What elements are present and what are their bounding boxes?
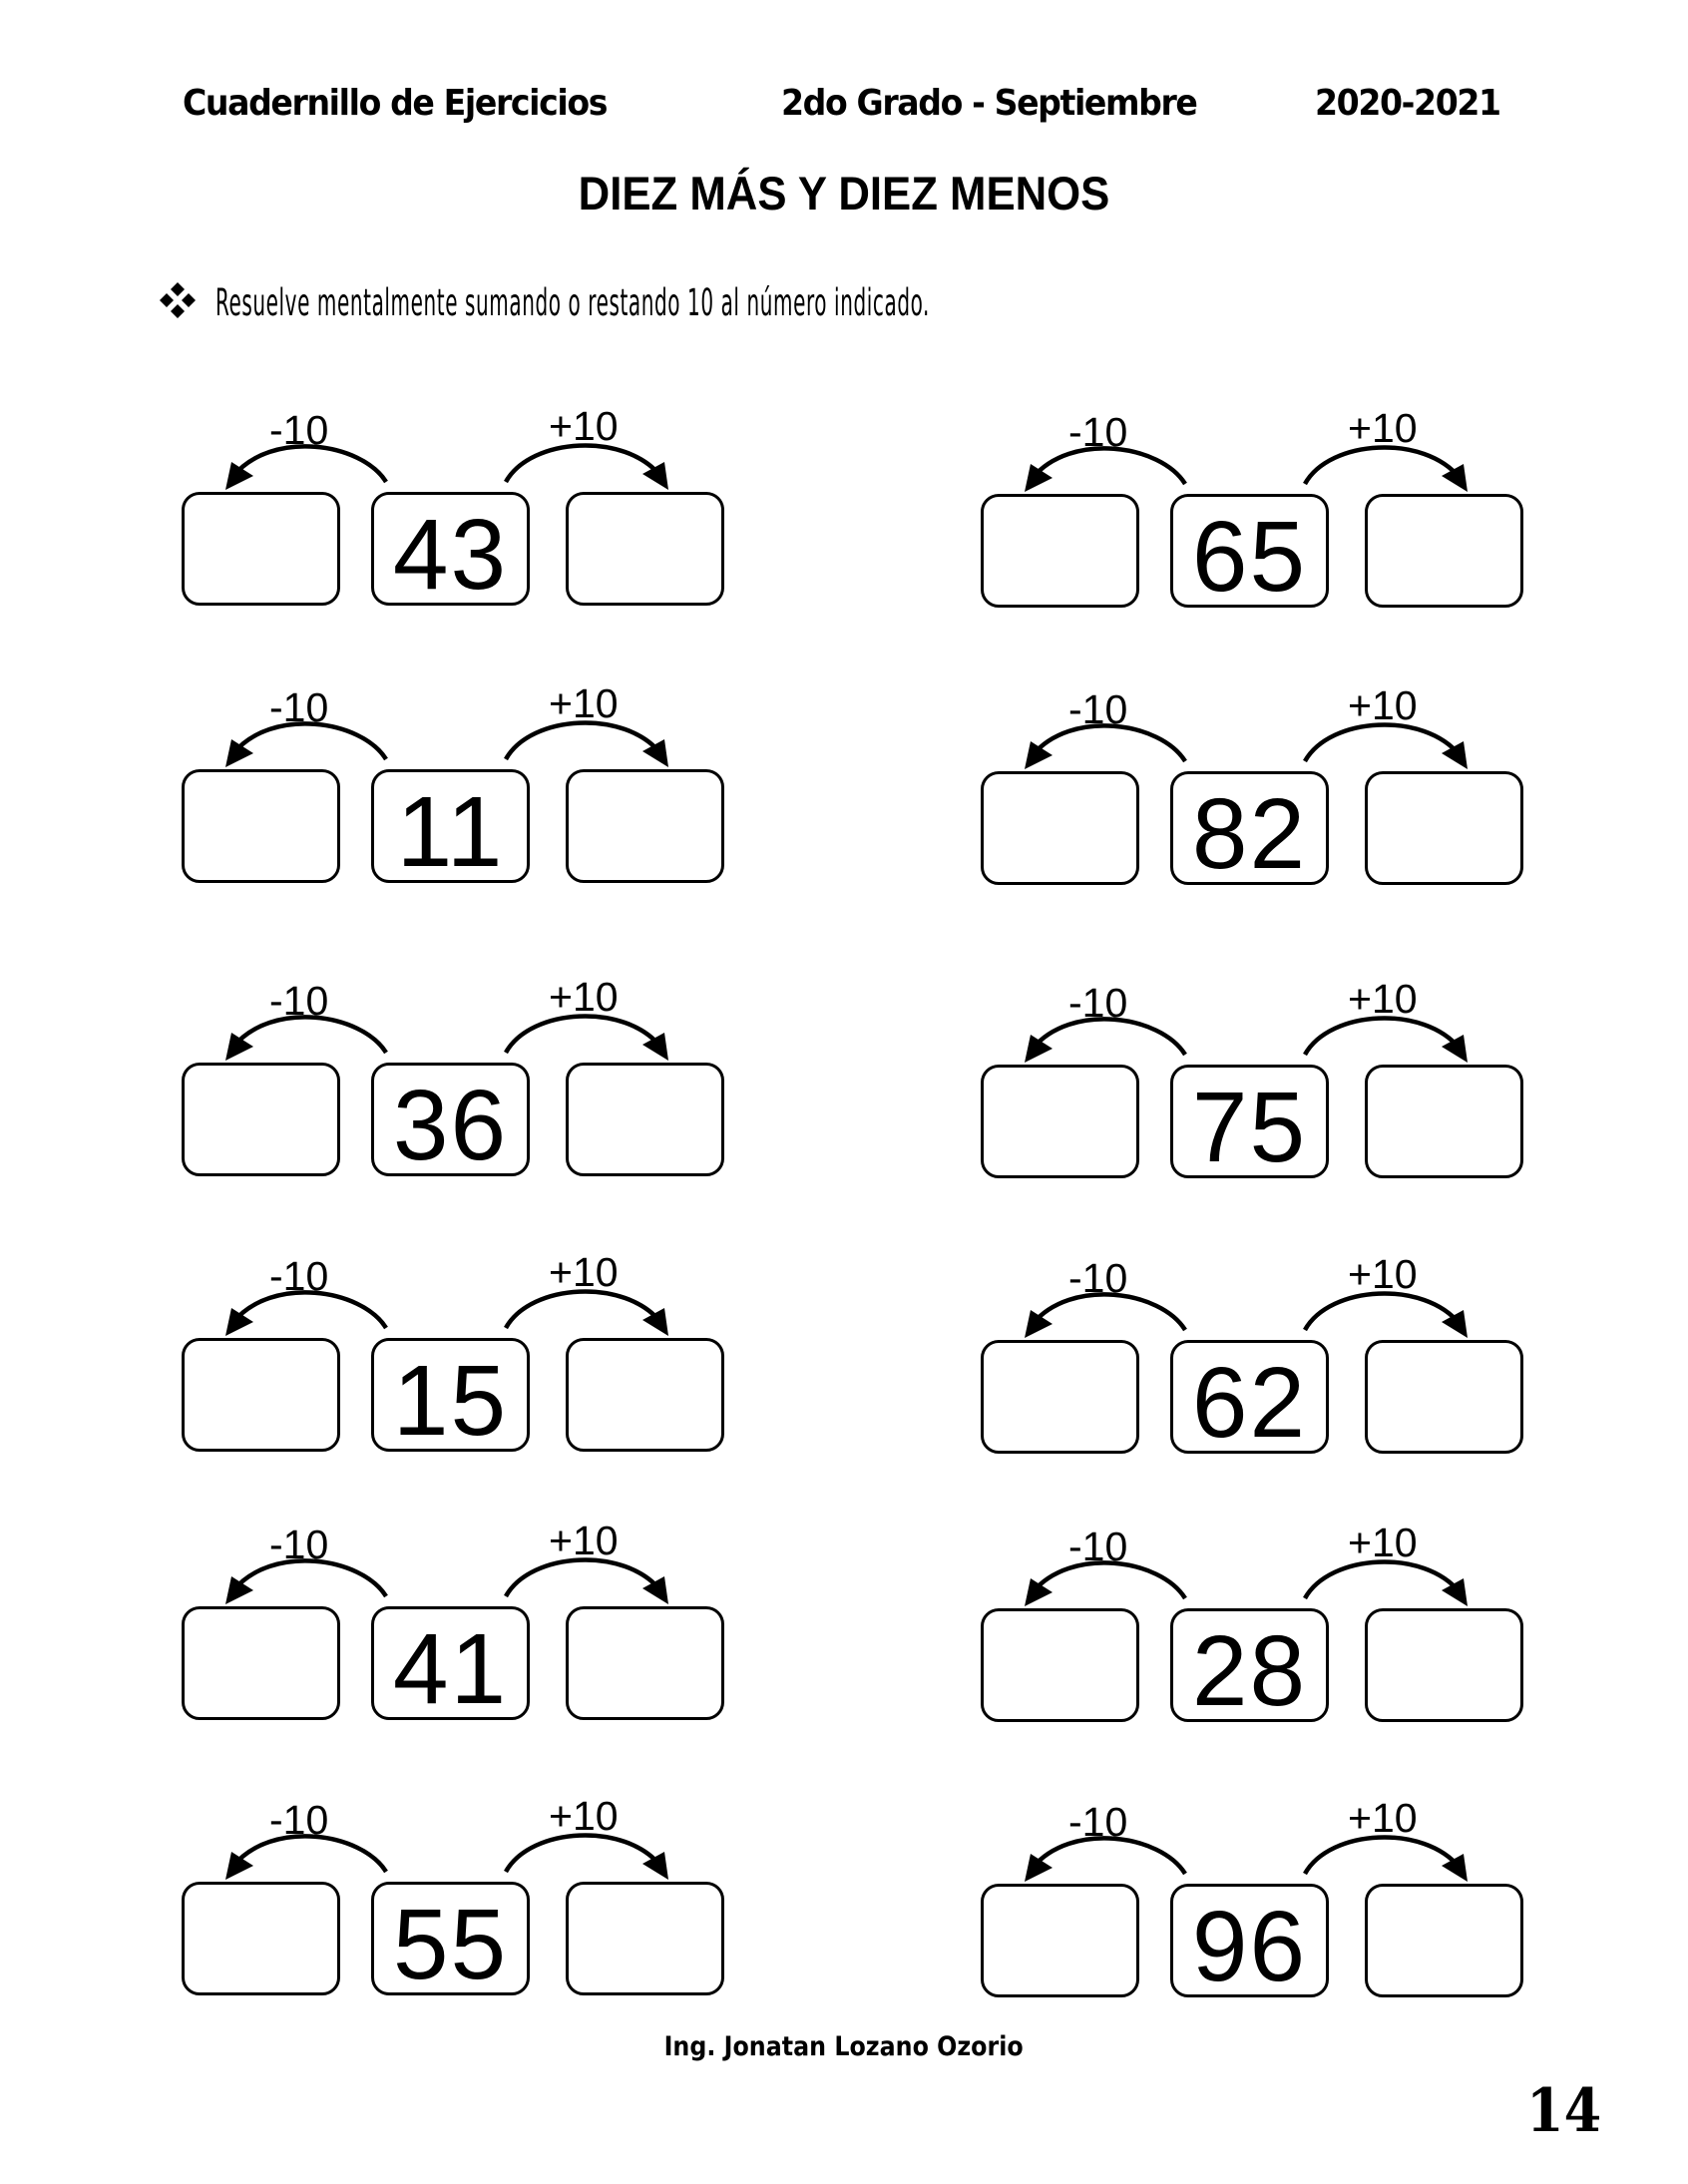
minus-ten-label: -10	[269, 1797, 329, 1843]
given-number-box	[371, 769, 530, 888]
exercise-group-right-column-3	[981, 976, 1539, 1264]
given-number: 65	[1191, 501, 1308, 613]
arrows	[182, 963, 740, 1073]
plus-ten-answer-box[interactable]	[566, 769, 724, 883]
plus-ten-answer-box[interactable]	[1365, 494, 1523, 608]
minus-ten-label: -10	[269, 1253, 329, 1299]
exercise-group-left-column-3	[182, 974, 740, 1262]
plus-ten-label: +10	[549, 1249, 619, 1295]
plus-ten-answer-box[interactable]	[1365, 771, 1523, 885]
arrows	[182, 669, 740, 779]
given-number-box	[1170, 1884, 1329, 2002]
arrow-right-icon	[506, 445, 668, 490]
plus-ten-label: +10	[1348, 1520, 1418, 1565]
minus-ten-answer-box[interactable]	[182, 1063, 340, 1176]
given-number: 62	[1191, 1347, 1308, 1459]
plus-ten-answer-box[interactable]	[1365, 1608, 1523, 1722]
arrows	[981, 1240, 1539, 1350]
arrows	[182, 1507, 740, 1616]
arrows	[981, 671, 1539, 781]
minus-ten-answer-box[interactable]	[182, 769, 340, 883]
exercise-group-right-column-5	[981, 1520, 1539, 1808]
minus-ten-label: -10	[269, 978, 329, 1024]
minus-ten-label: -10	[1068, 1524, 1128, 1569]
plus-ten-answer-box[interactable]	[566, 1338, 724, 1452]
given-number: 36	[392, 1070, 509, 1181]
given-number-box	[371, 492, 530, 611]
page-number: 14	[1526, 2076, 1602, 2146]
minus-ten-answer-box[interactable]	[981, 1065, 1139, 1178]
minus-ten-answer-box[interactable]	[182, 1338, 340, 1452]
arrow-right-icon	[1305, 447, 1468, 492]
arrow-right-icon	[506, 1835, 668, 1880]
given-number: 28	[1191, 1615, 1308, 1727]
given-number-box	[1170, 1065, 1329, 1183]
exercise-group-left-column-5	[182, 1518, 740, 1806]
given-number: 55	[392, 1889, 509, 2000]
header-booklet-title: Cuadernillo de Ejercicios	[183, 83, 608, 124]
plus-ten-answer-box[interactable]	[1365, 1340, 1523, 1454]
minus-ten-answer-box[interactable]	[981, 1608, 1139, 1722]
arrows	[182, 1238, 740, 1348]
plus-ten-label: +10	[1348, 1795, 1418, 1841]
given-number-box	[371, 1606, 530, 1725]
plus-ten-label: +10	[1348, 1251, 1418, 1297]
plus-ten-label: +10	[549, 974, 619, 1020]
plus-ten-answer-box[interactable]	[566, 1063, 724, 1176]
given-number: 15	[392, 1345, 509, 1457]
minus-ten-answer-box[interactable]	[981, 1340, 1139, 1454]
exercise-group-left-column-1	[182, 403, 740, 691]
given-number-box	[1170, 1340, 1329, 1459]
minus-ten-label: -10	[269, 407, 329, 453]
minus-ten-label: -10	[1068, 409, 1128, 455]
plus-ten-label: +10	[549, 1518, 619, 1563]
arrows	[182, 392, 740, 502]
plus-ten-label: +10	[549, 1793, 619, 1839]
arrow-right-icon	[506, 1291, 668, 1336]
given-number-box	[1170, 494, 1329, 613]
given-number: 82	[1191, 778, 1308, 890]
given-number-box	[1170, 771, 1329, 890]
given-number-box	[371, 1063, 530, 1181]
minus-ten-answer-box[interactable]	[182, 1606, 340, 1720]
instruction-text: Resuelve mentalmente sumando o restando 10 al número indicado.	[215, 281, 930, 324]
page-title: DIEZ MÁS Y DIEZ MENOS	[578, 167, 1110, 219]
minus-ten-answer-box[interactable]	[182, 1882, 340, 1995]
given-number: 11	[396, 776, 505, 888]
plus-ten-label: +10	[1348, 405, 1418, 451]
header-grade-month: 2do Grado - Septiembre	[781, 83, 1197, 124]
arrow-right-icon	[1305, 1018, 1468, 1063]
header-school-year: 2020-2021	[1315, 83, 1500, 124]
minus-ten-label: -10	[1068, 980, 1128, 1026]
plus-ten-label: +10	[549, 680, 619, 726]
plus-ten-answer-box[interactable]	[1365, 1065, 1523, 1178]
minus-ten-answer-box[interactable]	[981, 1884, 1139, 1997]
given-number-box	[371, 1882, 530, 2000]
diamond-ornament-icon	[158, 280, 198, 320]
arrows	[981, 1509, 1539, 1618]
minus-ten-label: -10	[1068, 1799, 1128, 1845]
exercise-group-right-column-2	[981, 682, 1539, 971]
plus-ten-answer-box[interactable]	[566, 1606, 724, 1720]
given-number: 75	[1191, 1072, 1308, 1183]
given-number: 41	[392, 1613, 509, 1725]
exercise-group-right-column-1	[981, 405, 1539, 693]
arrow-right-icon	[506, 1016, 668, 1061]
arrow-right-icon	[1305, 1837, 1468, 1882]
plus-ten-answer-box[interactable]	[566, 1882, 724, 1995]
arrows	[981, 965, 1539, 1075]
minus-ten-label: -10	[269, 684, 329, 730]
minus-ten-label: -10	[1068, 1255, 1128, 1301]
arrow-right-icon	[506, 1559, 668, 1604]
plus-ten-label: +10	[1348, 682, 1418, 728]
arrow-right-icon	[1305, 1561, 1468, 1606]
arrow-right-icon	[1305, 1293, 1468, 1338]
plus-ten-answer-box[interactable]	[566, 492, 724, 606]
arrows	[182, 1782, 740, 1892]
given-number: 96	[1191, 1891, 1308, 2002]
minus-ten-answer-box[interactable]	[182, 492, 340, 606]
minus-ten-answer-box[interactable]	[981, 494, 1139, 608]
plus-ten-label: +10	[1348, 976, 1418, 1022]
minus-ten-label: -10	[1068, 686, 1128, 732]
plus-ten-answer-box[interactable]	[1365, 1884, 1523, 1997]
given-number-box	[1170, 1608, 1329, 1727]
given-number-box	[371, 1338, 530, 1457]
given-number: 43	[392, 499, 509, 611]
arrow-right-icon	[506, 722, 668, 767]
plus-ten-label: +10	[549, 403, 619, 449]
minus-ten-label: -10	[269, 1522, 329, 1567]
exercise-group-left-column-2	[182, 680, 740, 969]
arrows	[981, 1784, 1539, 1894]
author-footer: Ing. Jonatan Lozano Ozorio	[663, 2031, 1024, 2062]
arrow-right-icon	[1305, 724, 1468, 769]
arrows	[981, 394, 1539, 504]
minus-ten-answer-box[interactable]	[981, 771, 1139, 885]
